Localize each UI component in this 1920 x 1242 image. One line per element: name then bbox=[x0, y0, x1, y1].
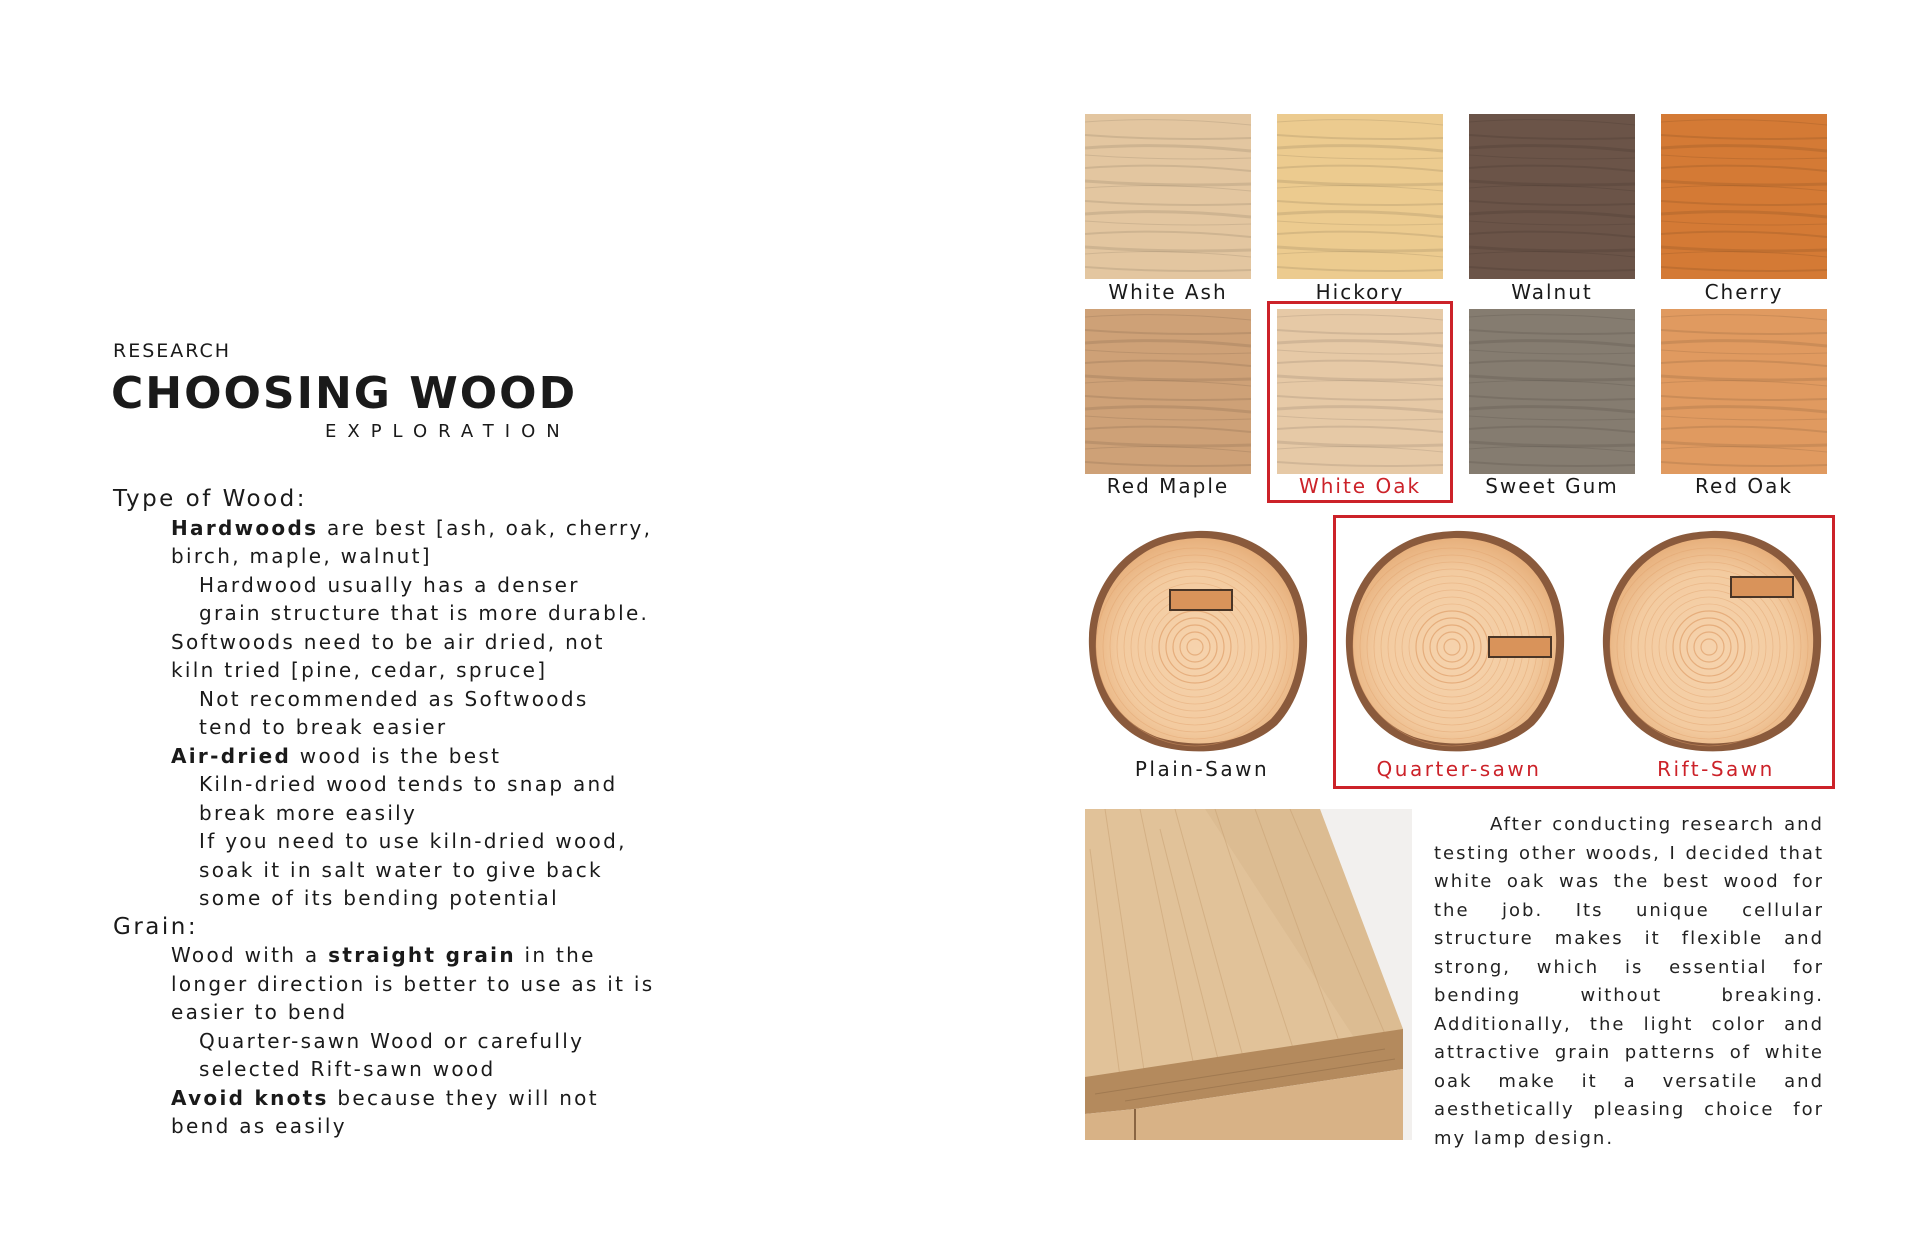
list-text: tend to break easier bbox=[199, 715, 448, 739]
wood-swatch bbox=[1085, 309, 1251, 474]
bold-term: Hardwoods bbox=[171, 515, 319, 540]
list-text: birch, maple, walnut] bbox=[171, 544, 432, 568]
wood-swatch-label: Red Oak bbox=[1695, 474, 1793, 498]
log-cross-section bbox=[1085, 525, 1315, 755]
wood-swatch-label: White Ash bbox=[1108, 280, 1228, 304]
wood-swatch bbox=[1661, 309, 1827, 474]
list-item bbox=[0, 514, 700, 543]
list-text: in the bbox=[515, 943, 596, 967]
eyebrow-label: RESEARCH bbox=[113, 340, 232, 362]
wood-swatch bbox=[1085, 114, 1251, 279]
list-text: some of its bending potential bbox=[199, 886, 559, 910]
list-item: • Softwoods need to be air dried, not bbox=[0, 628, 700, 657]
conclusion-paragraph: After conducting research and testing other woods, I decided that white oak was the best wood for the job. Its unique cellular structure makes it flexible and strong, which is essential for bending without breaking. Additionally, the light color and attractive grain patterns of white oak make it a versatile and aesthetically pleasing choice for my lamp design. bbox=[1434, 814, 1824, 1149]
list-text: break more easily bbox=[199, 800, 418, 825]
page-subtitle: EXPLORATION bbox=[325, 421, 571, 442]
wood-swatch bbox=[1469, 309, 1635, 474]
bold-term: Avoid knots bbox=[171, 1085, 329, 1110]
sub-list-item: • Not recommended as Softwoods bbox=[0, 685, 700, 714]
saw-cut-label: Quarter-sawn bbox=[1376, 757, 1542, 781]
page-title: CHOOSING WOOD bbox=[111, 368, 578, 419]
list-item bbox=[0, 742, 700, 771]
list-text: bend as easily bbox=[171, 1114, 347, 1138]
list-text: soak it in salt water to give back bbox=[199, 857, 603, 882]
list-text: grain structure that is more durable. bbox=[199, 601, 650, 625]
sub-list-item: • Hardwood usually has a denser bbox=[0, 571, 700, 600]
type-of-wood-heading: Type of Wood: bbox=[113, 486, 308, 512]
list-text: Wood with a bbox=[171, 943, 329, 967]
saw-cut-label: Plain-Sawn bbox=[1134, 757, 1270, 781]
selected-cuts-highlight bbox=[1333, 515, 1835, 789]
sub-list-item: • Quarter-sawn Wood or carefully bbox=[0, 1027, 700, 1056]
bold-term: straight grain bbox=[328, 943, 516, 967]
list-text: kiln tried [pine, cedar, spruce] bbox=[171, 658, 548, 682]
wood-swatch-label: Walnut bbox=[1511, 280, 1593, 304]
selected-swatch-highlight bbox=[1267, 301, 1453, 503]
wood-swatch-label: Cherry bbox=[1704, 280, 1784, 304]
list-text: are best [ash, oak, cherry, bbox=[318, 515, 653, 540]
list-item bbox=[0, 941, 700, 970]
list-item bbox=[0, 1084, 700, 1113]
sub-list-item: • If you need to use kiln-dried wood, bbox=[0, 827, 700, 856]
wood-swatch-label: Red Maple bbox=[1106, 474, 1230, 498]
wood-swatch bbox=[1661, 114, 1827, 279]
bold-term: Air-dried bbox=[171, 743, 292, 768]
wood-swatch-label: White Oak bbox=[1298, 474, 1422, 498]
saw-cut-label: Rift-Sawn bbox=[1657, 757, 1775, 781]
wood-swatch bbox=[1469, 114, 1635, 279]
list-text: because they will not bbox=[328, 1085, 599, 1110]
list-text: selected Rift-sawn wood bbox=[199, 1057, 496, 1081]
research-notes bbox=[0, 485, 700, 1141]
wood-swatch-label: Hickory bbox=[1315, 280, 1405, 304]
list-text: wood is the best bbox=[291, 743, 502, 768]
grain-heading: Grain: bbox=[113, 913, 199, 940]
list-text: longer direction is better to use as it is bbox=[171, 971, 655, 996]
wood-swatch-label: Sweet Gum bbox=[1485, 474, 1619, 498]
sub-list-item: • Kiln-dried wood tends to snap and bbox=[0, 770, 700, 799]
white-oak-plank-photo bbox=[1085, 809, 1412, 1140]
wood-swatch bbox=[1277, 114, 1443, 279]
list-text: easier to bend bbox=[171, 1000, 348, 1024]
